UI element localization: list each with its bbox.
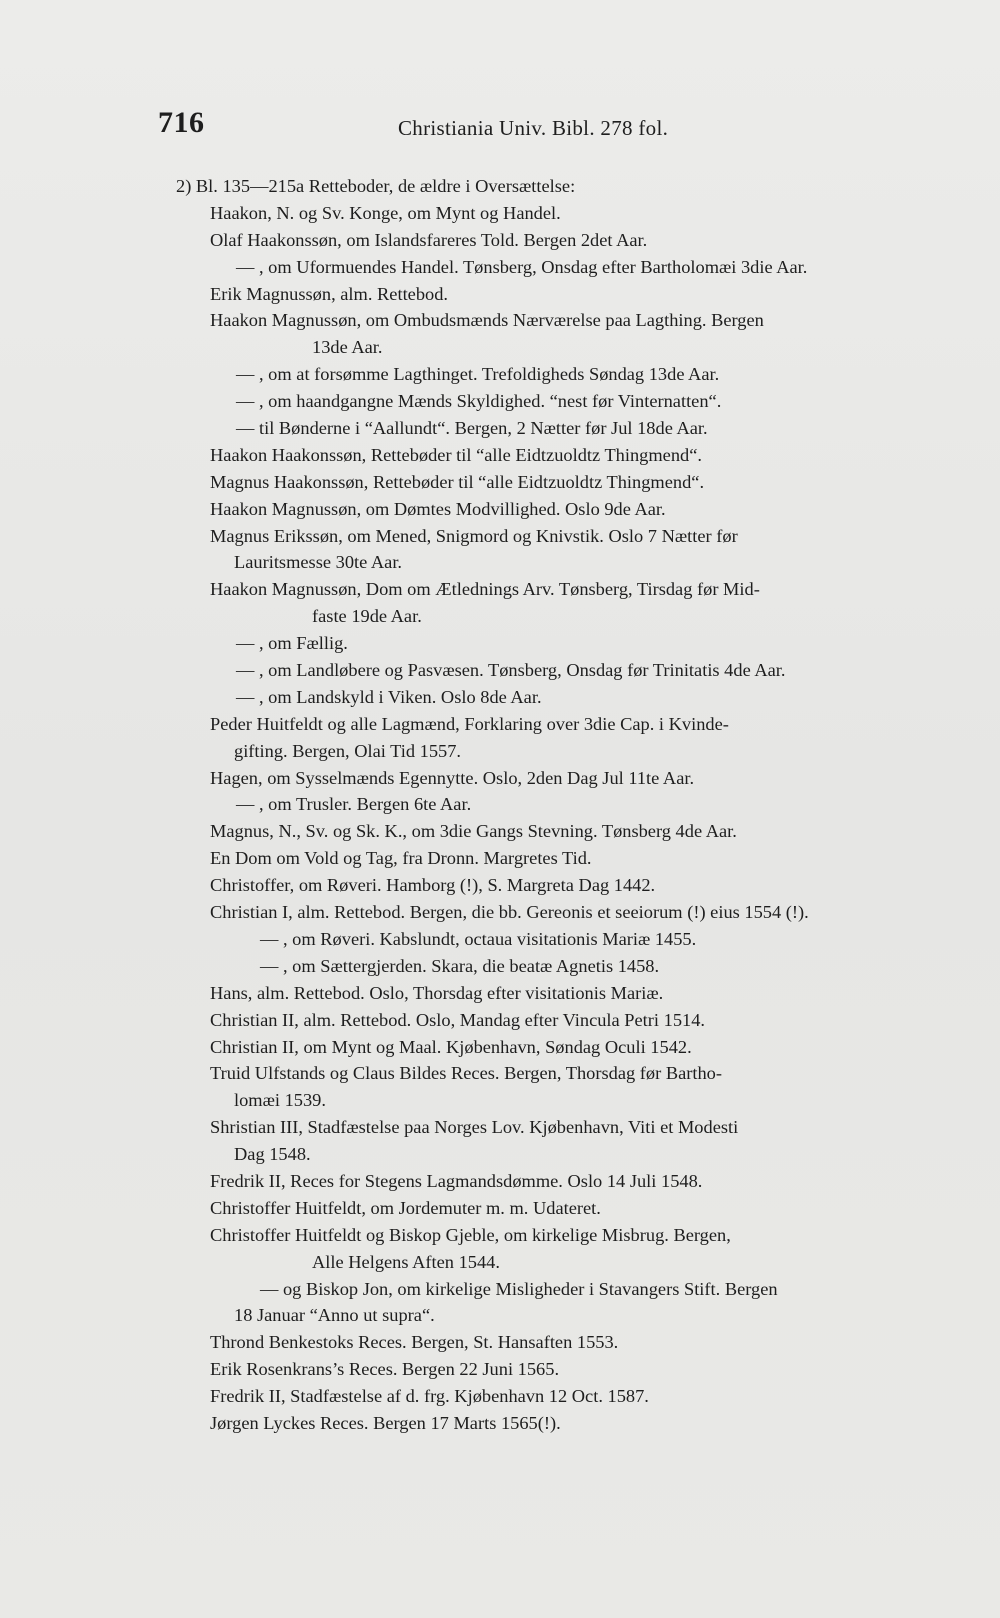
text-line: Erik Magnussøn, alm. Rettebod. [210,283,449,304]
text-line: Dag 1548. [234,1144,311,1165]
text-line: Haakon Magnussøn, om Ombudsmænds Nærværelse paa Lagthing. Bergen [210,310,764,331]
text-line: Haakon, N. og Sv. Konge, om Mynt og Handel. [210,202,561,223]
text-line: Christian II, om Mynt og Maal. Kjøbenhavn, Søndag Oculi 1542. [210,1036,692,1057]
text-line: Jørgen Lyckes Reces. Bergen 17 Marts 1565(!). [210,1412,561,1433]
text-line: Shristian III, Stadfæstelse paa Norges Lov. Kjøbenhavn, Viti et Modesti [210,1117,739,1138]
text-line: Peder Huitfeldt og alle Lagmænd, Forklaring over 3die Cap. i Kvinde- [210,713,729,734]
text-line: Erik Rosenkrans’s Reces. Bergen 22 Juni 1565. [210,1359,560,1380]
text-line: Olaf Haakonssøn, om Islandsfareres Told. Bergen 2det Aar. [210,229,648,250]
page-header [158,106,928,150]
text-line: Christian II, alm. Rettebod. Oslo, Mandag efter Vincula Petri 1514. [210,1009,706,1030]
text-line: — til Bønderne i “Aallundt“. Bergen, 2 Nætter før Jul 18de Aar. [236,418,708,439]
text-line: Haakon Magnussøn, Dom om Ætlednings Arv. Tønsberg, Tirsdag før Mid- [210,579,760,600]
text-line: — , om Røveri. Kabslundt, octaua visitationis Mariæ 1455. [260,928,697,949]
text-line: Fredrik II, Stadfæstelse af d. frg. Kjøbenhavn 12 Oct. 1587. [210,1386,649,1407]
text-line: Magnus Haakonssøn, Rettebøder til “alle Eidtzuoldtz Thingmend“. [210,471,705,492]
text-line: — , om Trusler. Bergen 6te Aar. [236,794,472,815]
text-line: — , om Fællig. [236,633,348,654]
text-line: 13de Aar. [312,337,383,358]
text-line: faste 19de Aar. [312,606,422,627]
text-line: Truid Ulfstands og Claus Bildes Reces. Bergen, Thorsdag før Bartho- [210,1063,722,1084]
text-line: En Dom om Vold og Tag, fra Dronn. Margretes Tid. [210,848,592,869]
text-line: Fredrik II, Reces for Stegens Lagmandsdømme. Oslo 14 Juli 1548. [210,1170,703,1191]
text-line: — , om Uformuendes Handel. Tønsberg, Onsdag efter Bartholomæi 3die Aar. [236,256,808,277]
text-line: 2) Bl. 135—215a Retteboder, de ældre i Oversættelse: [176,176,576,196]
text-line: 18 Januar “Anno ut supra“. [234,1305,435,1326]
text-line: Hagen, om Sysselmænds Egennytte. Oslo, 2den Dag Jul 11te Aar. [210,767,695,788]
text-line: — , om Landløbere og Pasvæsen. Tønsberg, Onsdag før Trinitatis 4de Aar. [236,660,786,681]
text-line: Thrond Benkestoks Reces. Bergen, St. Hansaften 1553. [210,1332,619,1353]
text-line: Christoffer Huitfeldt, om Jordemuter m. m. Udateret. [210,1197,601,1218]
text-line: Haakon Haakonssøn, Rettebøder til “alle Eidtzuoldtz Thingmend“. [210,444,702,465]
text-line: Magnus, N., Sv. og Sk. K., om 3die Gangs Stevning. Tønsberg 4de Aar. [210,821,737,842]
text-line: — , om haandgangne Mænds Skyldighed. “nest før Vinternatten“. [236,391,722,412]
text-line: Christian I, alm. Rettebod. Bergen, die bb. Gereonis et seeiorum (!) eius 1554 (!). [210,902,809,923]
text-line: Hans, alm. Rettebod. Oslo, Thorsdag efter visitationis Mariæ. [210,982,664,1003]
running-title: Christiania Univ. Bibl. 278 fol. [398,116,669,140]
text-line: gifting. Bergen, Olai Tid 1557. [234,740,461,761]
text-line: — , om Sættergjerden. Skara, die beatæ Agnetis 1458. [260,955,660,976]
text-line: — , om Landskyld i Viken. Oslo 8de Aar. [236,686,542,707]
text-line: lomæi 1539. [234,1090,326,1111]
text-line: — og Biskop Jon, om kirkelige Misligheder i Stavangers Stift. Bergen [260,1278,778,1299]
text-body [150,173,985,1437]
text-line: Christoffer, om Røveri. Hamborg (!), S. Margreta Dag 1442. [210,875,656,896]
text-line: Alle Helgens Aften 1544. [312,1251,500,1272]
text-line: Magnus Erikssøn, om Mened, Snigmord og Knivstik. Oslo 7 Nætter før [210,525,738,546]
page-number: 716 [158,106,205,139]
text-line: Haakon Magnussøn, om Dømtes Modvillighed. Oslo 9de Aar. [210,498,666,519]
text-line: Christoffer Huitfeldt og Biskop Gjeble, om kirkelige Misbrug. Bergen, [210,1224,731,1245]
text-line: Lauritsmesse 30te Aar. [234,552,403,573]
text-line: — , om at forsømme Lagthinget. Trefoldigheds Søndag 13de Aar. [236,364,720,385]
